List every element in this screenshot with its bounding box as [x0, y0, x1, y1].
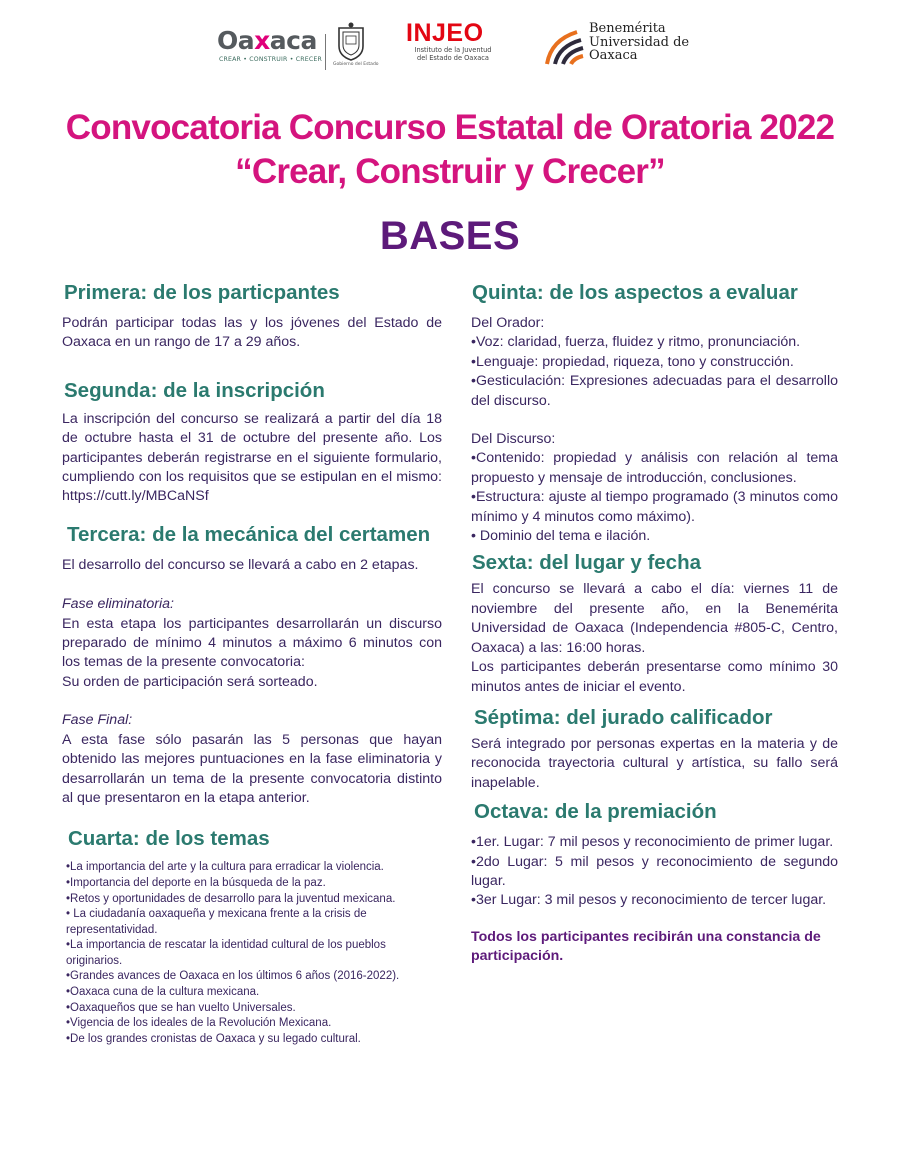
list-item: •La importancia de rescatar la identidad cultural de los pueblos originarios.	[66, 939, 386, 967]
fase-final-label: Fase Final:	[62, 712, 133, 729]
section-tercera-title: Tercera: de la mecánica del certamen	[67, 522, 431, 546]
list-item: •Vigencia de los ideales de la Revolución Mexicana.	[66, 1017, 332, 1030]
list-item: • Dominio del tema e ilación.	[471, 528, 651, 545]
fase-eliminatoria-text: En esta etapa los participantes desarrollarán un discurso preparado de mínimo 4 minutos a máximo 6 minutos con los temas de la presente convocatoria:	[62, 615, 442, 671]
list-item: •De los grandes cronistas de Oaxaca y su legado cultural.	[66, 1032, 361, 1045]
seal-caption: Gobierno del Estado	[333, 62, 379, 67]
section-quinta-title: Quinta: de los aspectos a evaluar	[472, 281, 798, 304]
buo-logo	[543, 22, 693, 72]
list-item: •2do Lugar: 5 mil pesos y reconocimiento de segundo lugar.	[471, 853, 838, 889]
logo-divider	[325, 34, 326, 70]
section-primera-title: Primera: de los particpantes	[64, 281, 340, 304]
section-septima-text: Será integrado por personas expertas en la materia y de reconocida trayectoria cultural y artística, su fallo será inapelable.	[471, 735, 838, 791]
list-item: • La ciudadanía oaxaqueña y mexicana frente a la crisis de representatividad.	[66, 908, 367, 936]
university-emblem-icon	[543, 26, 585, 68]
list-item: •Lenguaje: propiedad, riqueza, tono y construcción.	[471, 353, 794, 370]
oaxaca-tagline: CREAR • CONSTRUIR • CRECER	[219, 56, 322, 63]
right-column	[471, 280, 838, 967]
section-sexta-note: Los participantes deberán presentarse como mínimo 30 minutos antes de iniciar el evento.	[471, 659, 838, 695]
bases-heading: BASES	[379, 214, 521, 258]
temas-list	[66, 860, 438, 1047]
list-item: •Grandes avances de Oaxaca en los últimos 6 años (2016-2022).	[66, 970, 400, 983]
section-sexta-text: El concurso se llevará a cabo el día: viernes 11 de noviembre del presente año, en la Benemérita Universidad de Oaxaca (Independencia #805-C, Centro, Oaxaca) a las: 16:00 horas.	[471, 581, 838, 656]
discurso-label: Del Discurso:	[471, 431, 556, 448]
spacer	[471, 411, 838, 430]
list-item: •Oaxaqueños que se han vuelto Universales.	[66, 1001, 296, 1014]
buo-wordmark: Benemérita Universidad de Oaxaca	[589, 21, 690, 63]
state-seal-icon	[333, 22, 369, 62]
list-item: •Voz: claridad, fuerza, fluidez y ritmo, pronunciación.	[471, 334, 801, 351]
injeo-wordmark: INJEO	[406, 19, 484, 47]
list-item: •3er Lugar: 3 mil pesos y reconocimiento de tercer lugar.	[471, 892, 827, 909]
spacer	[62, 575, 442, 594]
list-item: •Estructura: ajuste al tiempo programado (3 minutos como mínimo y 4 minutos como máximo).	[471, 489, 838, 525]
injeo-subtitle: Instituto de la Juventud del Estado de Oaxaca	[414, 46, 492, 62]
page-title: Convocatoria Concurso Estatal de Oratoria 2022 “Crear, Construir y Crecer”	[65, 108, 835, 191]
list-item: •Gesticulación: Expresiones adecuadas para el desarrollo del discurso.	[471, 373, 838, 409]
participation-note: Todos los participantes recibirán una constancia de participación.	[471, 928, 821, 965]
spacer	[62, 692, 442, 711]
section-octava-title: Octava: de la premiación	[474, 800, 717, 824]
fase-eliminatoria-note: Su orden de participación será sorteado.	[62, 673, 318, 690]
section-cuarta-title: Cuarta: de los temas	[68, 827, 270, 851]
injeo-logo	[406, 20, 500, 62]
list-item: •Oaxaca cuna de la cultura mexicana.	[66, 986, 260, 999]
fase-final-text: A esta fase sólo pasarán las 5 personas que hayan obtenido las mejores puntuaciones en la fase eliminatoria y desarrollarán un tema de la presente convocatoria distinto al que presentaron en la etapa anterior.	[62, 731, 442, 806]
list-item: •Importancia del deporte en la búsqueda de la paz.	[66, 876, 326, 889]
list-item: •Retos y oportunidades de desarrollo para la juventud mexicana.	[66, 892, 396, 905]
left-column	[62, 280, 442, 1047]
section-tercera-intro: El desarrollo del concurso se llevará a cabo en 2 etapas.	[62, 556, 419, 573]
orador-label: Del Orador:	[471, 315, 545, 331]
list-item: •La importancia del arte y la cultura para erradicar la violencia.	[66, 861, 384, 874]
section-septima-title: Séptima: del jurado calificador	[474, 705, 773, 729]
section-segunda-title: Segunda: de la inscripción	[64, 378, 325, 402]
logo-bar	[0, 14, 900, 74]
section-primera-text: Podrán participar todas las y los jóvenes del Estado de Oaxaca en un rango de 17 a 29 años.	[62, 315, 442, 351]
list-item: •1er. Lugar: 7 mil pesos y reconocimiento de primer lugar.	[471, 834, 834, 851]
section-sexta-title: Sexta: del lugar y fecha	[472, 551, 702, 575]
list-item: •Contenido: propiedad y análisis con relación al tema propuesto y mensaje de introducción, conclusiones.	[471, 450, 838, 486]
oaxaca-wordmark: Oaxaca	[217, 26, 317, 55]
fase-eliminatoria-label: Fase eliminatoria:	[62, 596, 174, 613]
section-segunda-text: La inscripción del concurso se realizará a partir del día 18 de octubre hasta el 31 de octubre del presente año. Los participantes deberán registrarse en el siguiente formulario, cumpliendo con los requisitos que se estipulan en el mismo: https://cutt.ly/MBCaNSf	[62, 410, 442, 505]
